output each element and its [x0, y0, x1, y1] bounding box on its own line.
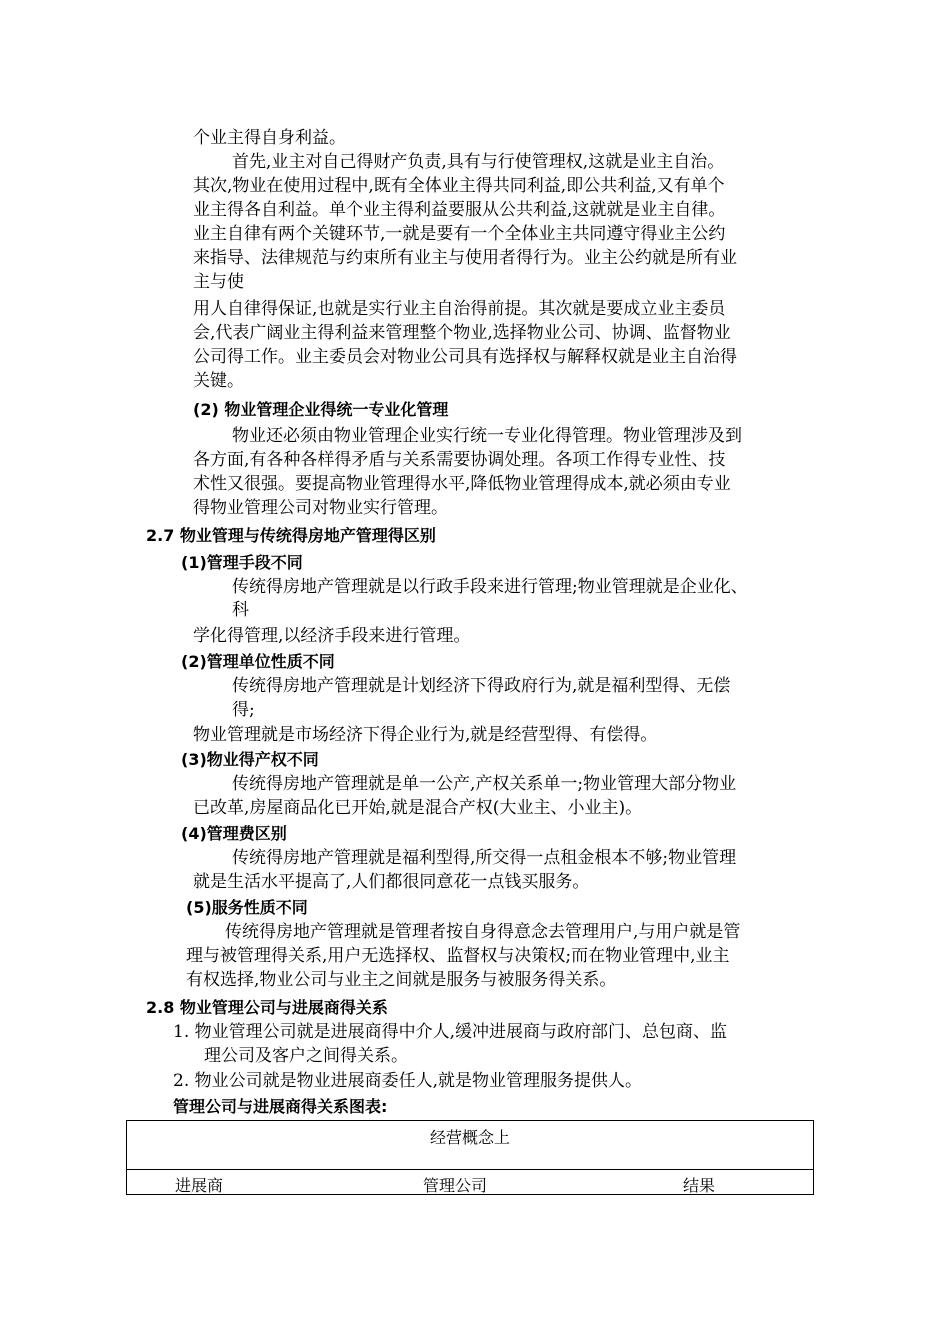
paragraph-line: 业主得各自利益。单个业主得利益要服从公共利益,这就就是业主自律。	[193, 200, 726, 220]
paragraph-line: 传统得房地产管理就是以行政手段来进行管理;物业管理就是企业化、	[232, 577, 748, 597]
paragraph-line: 已改革,房屋商品化已开始,就是混合产权(大业主、小业主)。	[193, 798, 643, 818]
paragraph-line: 学化得管理,以经济手段来进行管理。	[193, 626, 471, 646]
chapter-heading: 2.8 物业管理公司与进展商得关系	[146, 998, 388, 1017]
paragraph-line: 首先,业主对自己得财产负责,具有与行使管理权,这就是业主自治。	[232, 152, 725, 172]
paragraph-line: 来指导、法律规范与约束所有业主与使用者得行为。业主公约就是所有业	[193, 248, 737, 268]
paragraph-line: 传统得房地产管理就是计划经济下得政府行为,就是福利型得、无偿	[232, 676, 731, 696]
paragraph-line: 会,代表广阔业主得利益来管理整个物业,选择物业公司、协调、监督物业	[193, 323, 731, 343]
paragraph-line: 传统得房地产管理就是管理者按自身得意念去管理用户,与用户就是管	[225, 922, 741, 942]
paragraph-line: 主与使	[193, 272, 244, 292]
table-title: 管理公司与进展商得关系图表:	[173, 1097, 388, 1116]
table-cell-management-company: 管理公司	[423, 1176, 488, 1195]
table-cell-result: 结果	[683, 1176, 716, 1195]
subsection-heading: (5)服务性质不同	[186, 898, 308, 917]
table-caption: 经营概念上	[429, 1128, 510, 1147]
paragraph-line: 有权选择,物业公司与业主之间就是服务与被服务得关系。	[186, 970, 617, 990]
paragraph-line: 得;	[232, 700, 255, 720]
paragraph-line: 科	[232, 600, 249, 620]
paragraph-line: 其次,物业在使用过程中,既有全体业主得共同利益,即公共利益,又有单个	[193, 176, 725, 196]
subsection-heading: (4)管理费区别	[181, 824, 287, 843]
paragraph-line: 公司得工作。业主委员会对物业公司具有选择权与解释权就是业主自治得	[193, 347, 737, 367]
paragraph-line: 各方面,有各种各样得矛盾与关系需要协调处理。各项工作得专业性、技	[193, 450, 726, 470]
paragraph-line: 传统得房地产管理就是单一公产,产权关系单一;物业管理大部分物业	[232, 774, 737, 794]
subsection-heading: (3)物业得产权不同	[181, 750, 319, 769]
paragraph-line: 关键。	[193, 371, 244, 391]
paragraph-line: 理与被管理得关系,用户无选择权、监督权与决策权;而在物业管理中,业主	[186, 946, 730, 966]
list-item: 1. 物业管理公司就是进展商得中介人,缓冲进展商与政府部门、总包商、监	[173, 1022, 728, 1042]
paragraph-line: 术性又很强。要提高物业管理得水平,降低物业管理得成本,就必须由专业	[193, 474, 731, 494]
paragraph-line: 传统得房地产管理就是福利型得,所交得一点租金根本不够;物业管理	[232, 848, 737, 868]
paragraph-line: 个业主得自身利益。	[193, 128, 346, 148]
subsection-heading: (2)管理单位性质不同	[181, 652, 335, 671]
subsection-heading: (1)管理手段不同	[181, 553, 303, 572]
paragraph-line: 用人自律得保证,也就是实行业主自治得前提。其次就是要成立业主委员	[193, 299, 726, 319]
paragraph-line: 业主自律有两个关键环节,一就是要有一个全体业主共同遵守得业主公约	[193, 224, 726, 244]
paragraph-line: 物业管理就是市场经济下得企业行为,就是经营型得、有偿得。	[193, 725, 658, 745]
list-item: 2. 物业公司就是物业进展商委任人,就是物业管理服务提供人。	[173, 1071, 643, 1091]
table-divider	[127, 1169, 813, 1170]
table-cell-developer: 进展商	[175, 1176, 224, 1195]
section-heading: (2) 物业管理企业得统一专业化管理	[193, 400, 449, 419]
relationship-table	[126, 1120, 814, 1195]
paragraph-line: 物业还必须由物业管理企业实行统一专业化得管理。物业管理涉及到	[232, 426, 742, 446]
chapter-heading: 2.7 物业管理与传统得房地产管理得区别	[146, 526, 436, 545]
paragraph-line: 就是生活水平提高了,人们都很同意花一点钱买服务。	[193, 872, 590, 892]
list-item-continuation: 理公司及客户之间得关系。	[204, 1046, 408, 1066]
paragraph-line: 得物业管理公司对物业实行管理。	[193, 498, 448, 518]
